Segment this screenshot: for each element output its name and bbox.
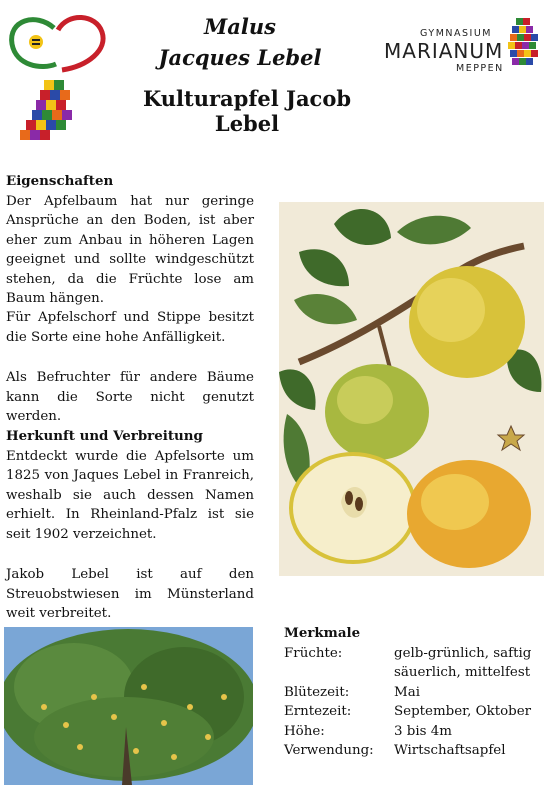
eigenschaften-heading: Eigenschaften [6, 173, 114, 189]
merkmal-row-fruechte [284, 644, 546, 683]
merkmal-row-bluetezeit [284, 683, 546, 703]
merkmal-value: Wirtschaftsapfel [394, 743, 506, 758]
merkmal-label: Früchte: [284, 645, 343, 661]
colored-tiles-icon [20, 80, 72, 140]
merkmal-row-hoehe [284, 722, 546, 742]
merkmale-heading: Merkmale [284, 625, 361, 641]
page-title: Kulturapfel Jacob Lebel [142, 86, 352, 136]
merkmal-value: September, Oktober [394, 704, 532, 719]
eigenschaften-paragraph-2-block [6, 308, 254, 347]
school-logo-top: GYMNASIUM [420, 28, 492, 39]
eigenschaften-paragraph-3-block [6, 368, 254, 427]
school-logo-name: MARIANUM [384, 39, 504, 63]
logo-left [6, 8, 110, 148]
merkmal-row-erntezeit [284, 702, 546, 722]
herkunft-paragraph-1: Entdeckt wurde die Apfelsorte um 1825 von Jaques Lebel in Franreich, weshalb sie auch dessen Namen erhielt. In Rheinland-Pfalz ist sie seit 1902 verzeichnet. [6, 448, 254, 542]
mosaic-icon [508, 18, 538, 74]
eigenschaften-paragraph-3: Als Befruchter für andere Bäume kann die Sorte nicht genutzt werden. [6, 370, 254, 424]
apple-illustration [279, 202, 544, 576]
merkmal-value: 3 bis 4m [394, 723, 452, 739]
title-line-1: Malus [204, 14, 276, 39]
merkmal-label: Höhe: [284, 723, 325, 739]
eigenschaften-section [6, 172, 254, 309]
merkmal-label: Blütezeit: [284, 684, 350, 700]
eigenschaften-paragraph-1: Der Apfelbaum hat nur geringe Ansprüche an den Boden, ist aber eher zum Anbau in höheren Lagen geeignet und sollte windgeschützt stehen, da die Früchte lose am Baum hängen. [6, 193, 254, 306]
merkmal-label: Verwendung: [284, 743, 374, 758]
merkmal-value: Mai [394, 684, 420, 700]
merkmal-label: Erntezeit: [284, 704, 352, 719]
herkunft-paragraph-2-block [6, 565, 254, 624]
herkunft-heading: Herkunft und Verbreitung [6, 428, 203, 444]
herkunft-section [6, 427, 254, 544]
title-line-2: Jacques Lebel [158, 45, 322, 70]
merkmal-value: gelb-grünlich, saftig säuerlich, mittelfest [394, 645, 532, 680]
merkmal-row-verwendung [284, 741, 546, 761]
merkmale-section [284, 624, 546, 761]
school-logo-bottom: MEPPEN [456, 63, 504, 74]
herkunft-paragraph-2: Jakob Lebel ist auf den Streuobstwiesen im Münsterland weit verbreitet. [6, 567, 254, 621]
bee-icon [29, 35, 43, 49]
apple-tree-photo [4, 627, 253, 785]
school-logo [382, 14, 542, 78]
eigenschaften-paragraph-2: Für Apfelschorf und Stippe besitzt die Sorte eine hohe Anfälligkeit. [6, 310, 254, 345]
